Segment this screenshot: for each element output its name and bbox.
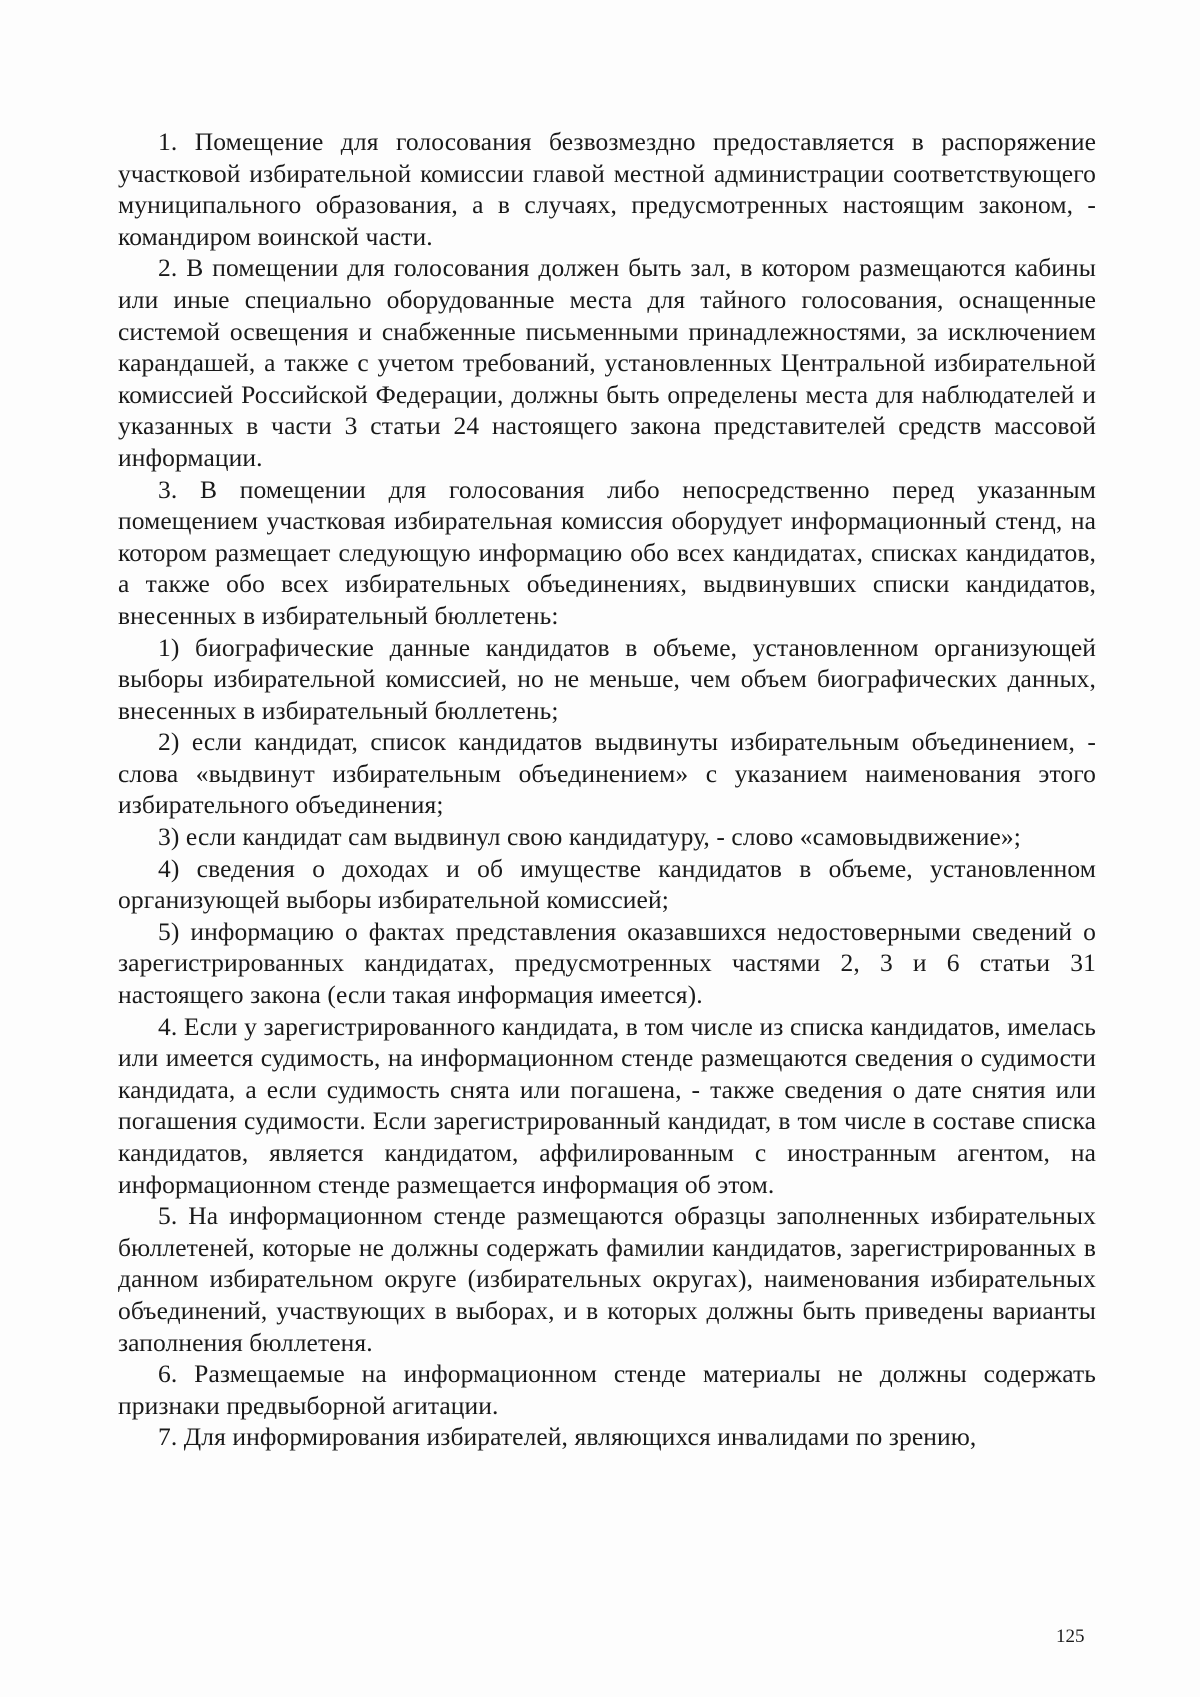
paragraph-4: 4. Если у зарегистрированного кандидата, в том числе из списка кандидатов, имелась или имеется судимость, на информационном стенде размещаются сведения о судимости кандидата, а если судимость снята или погашена, - также сведения о дате снятия или погашения судимости. Если зарегистрированный кандидат, в том числе в составе списка кандидатов, является кандидатом, аффилированным с иностранным агентом, на информационном стенде размещается информация об этом. xyxy=(118,1011,1096,1199)
list-item-4: 4) сведения о доходах и об имуществе кандидатов в объеме, установленном организующей выборы избирательной комиссией; xyxy=(118,853,1096,915)
list-item-3: 3) если кандидат сам выдвинул свою кандидатуру, - слово «самовыдвижение»; xyxy=(158,822,1021,852)
paragraph-5: 5. На информационном стенде размещаются образцы заполненных избирательных бюллетеней, которые не должны содержать фамилии кандидатов, зарегистрированных в данном избирательном округе (избирательных округах), наименования избирательных объединений, участвующих в выборах, и в которых должны быть приведены варианты заполнения бюллетеня. xyxy=(118,1201,1096,1357)
list-item-1: 1) биографические данные кандидатов в объеме, установленном организующей выборы избирательной комиссией, но не меньше, чем объем биографических данных, внесенных в избирательный бюллетень; xyxy=(118,632,1096,725)
list-item-2: 2) если кандидат, список кандидатов выдвинуты избирательным объединением, - слова «выдвинут избирательным объединением» с указанием наименования этого избирательного объединения; xyxy=(118,727,1096,820)
paragraph-6: 6. Размещаемые на информационном стенде материалы не должны содержать признаки предвыборной агитации. xyxy=(118,1359,1096,1420)
document-body xyxy=(118,126,1096,1453)
paragraph-2: 2. В помещении для голосования должен быть зал, в котором размещаются кабины или иные специально оборудованные места для тайного голосования, оснащенные системой освещения и снабженные письменными принадлежностями, за исключением карандашей, а также с учетом требований, установленных Центральной избирательной комиссией Российской Федерации, должны быть определены места для наблюдателей и указанных в части 3 статьи 24 настоящего закона представителей средств массовой информации. xyxy=(118,253,1096,472)
paragraph-7: 7. Для информирования избирателей, являющихся инвалидами по зрению, xyxy=(158,1422,977,1452)
list-item-5: 5) информацию о фактах представления оказавшихся недостоверными сведений о зарегистрированных кандидатах, предусмотренных частями 2, 3 и 6 статьи 31 настоящего закона (если такая информация имеется). xyxy=(118,916,1096,1010)
paragraph-3: 3. В помещении для голосования либо непосредственно перед указанным помещением участковая избирательная комиссия оборудует информационный стенд, на котором размещает следующую информацию обо всех кандидатах, списках кандидатов, а также обо всех избирательных объединениях, выдвинувших списки кандидатов, внесенных в избирательный бюллетень: xyxy=(118,474,1096,630)
page-number: 125 xyxy=(1056,1626,1085,1647)
paragraph-1: 1. Помещение для голосования безвозмездно предоставляется в распоряжение участковой избирательной комиссии главой местной администрации соответствующего муниципального образования, а в случаях, предусмотренных настоящим законом, - командиром воинской части. xyxy=(118,127,1096,251)
